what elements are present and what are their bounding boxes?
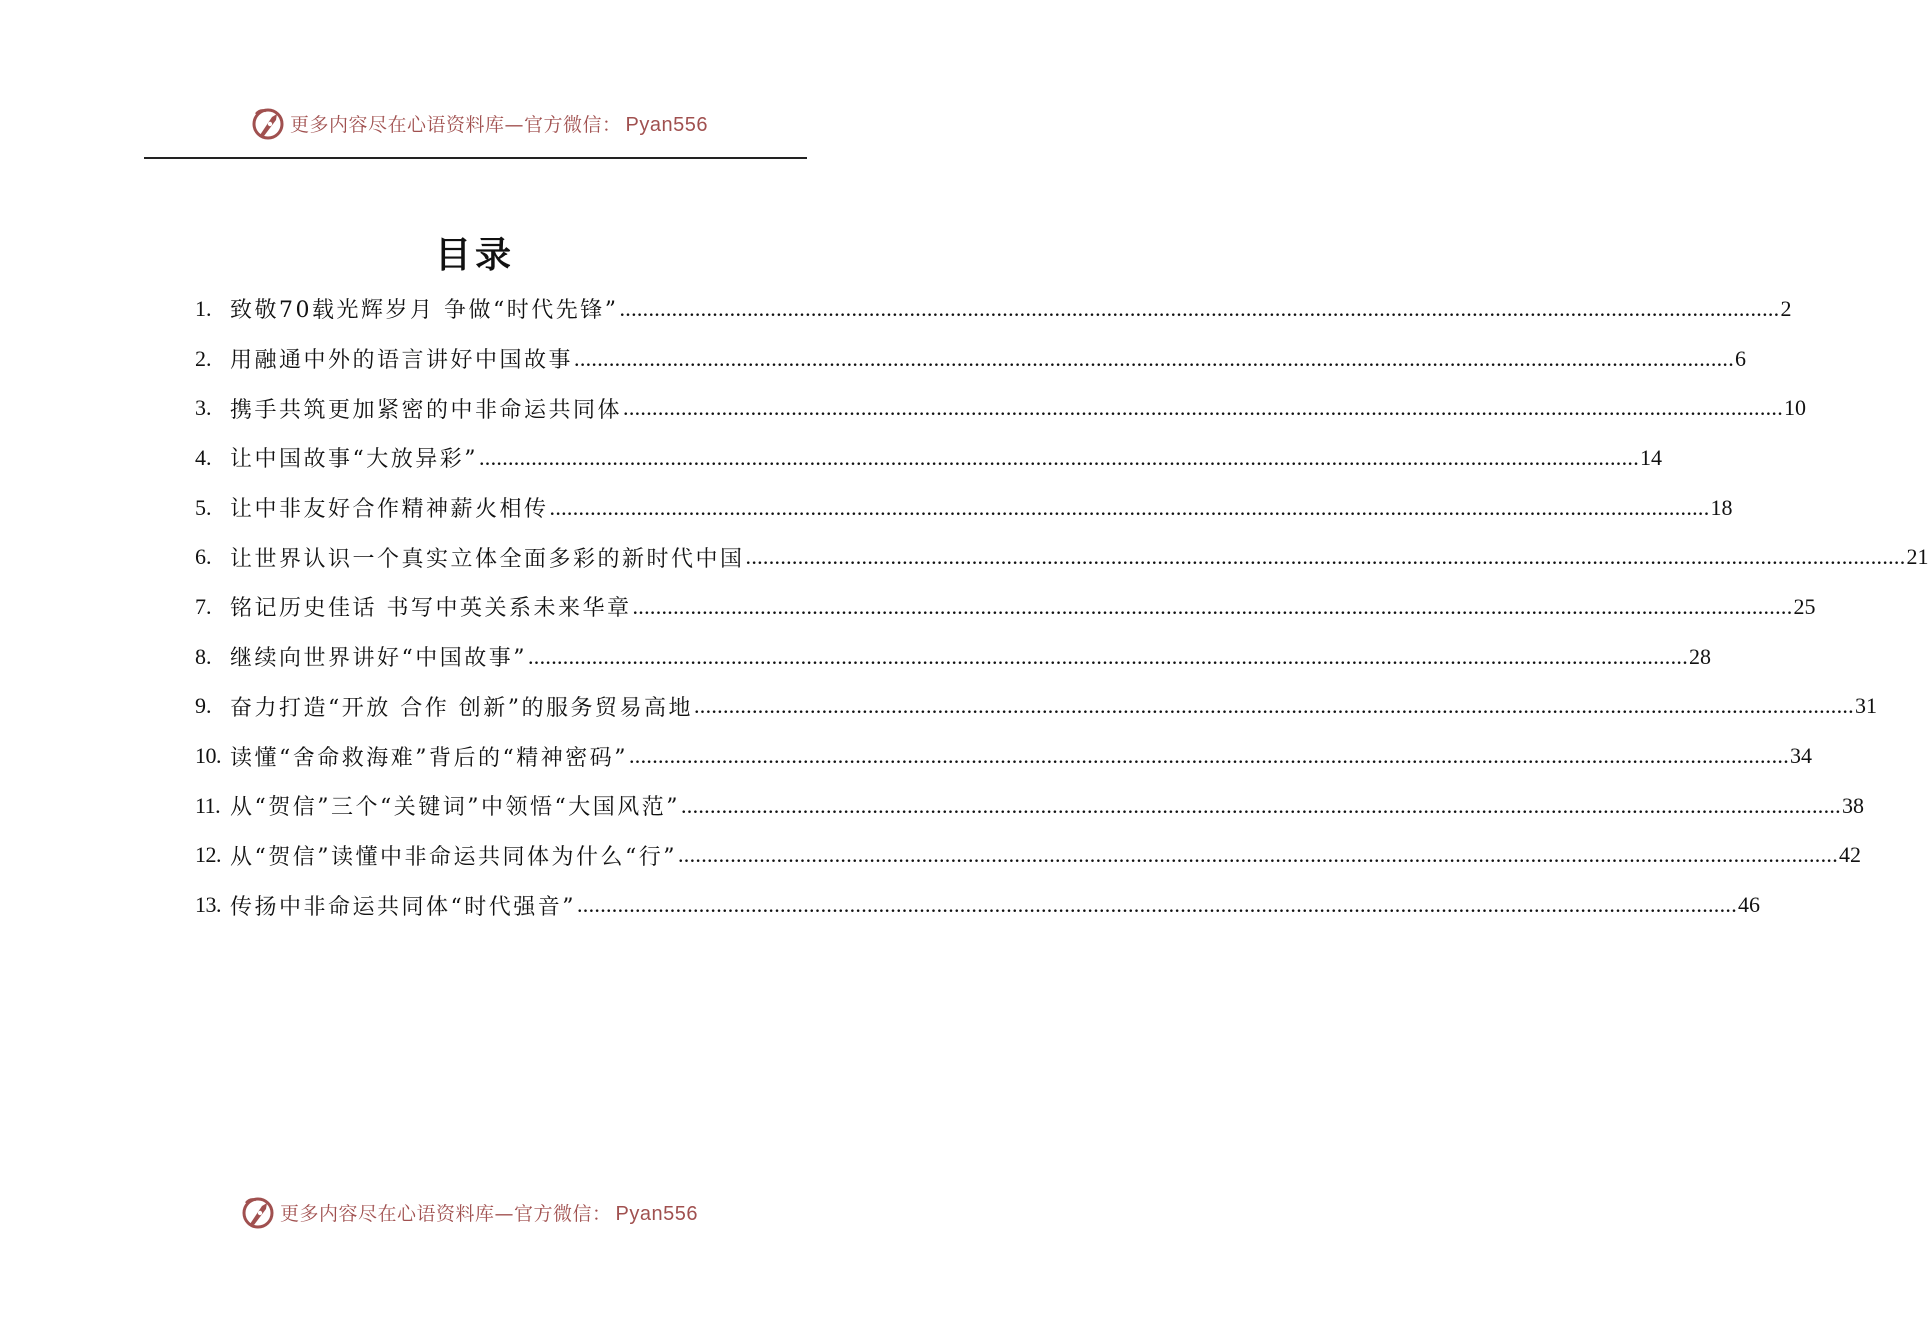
toc-entry-number: 8. [195,643,212,669]
toc-dot-leader: ........................................................................................................................................................................................................ [549,494,1710,520]
toc-dot-leader: ........................................................................................................................................................................................................ [678,842,1838,868]
toc-dot-leader: ........................................................................................................................................................................................................ [632,593,1793,619]
toc-entry-page: 31 [1854,693,1877,719]
toc-entry-number: 6. [195,544,212,570]
toc-entry-page: 21 [1906,544,1929,570]
header-brand-text: 更多内容尽在心语资料库—官方微信： Pyan556 [290,113,708,136]
pen-nib-circle-icon [250,105,286,141]
toc-entry[interactable] [195,383,1807,433]
toc-entry[interactable] [195,284,1792,334]
toc-entry-page: 6 [1735,345,1747,371]
toc-entry-page: 10 [1784,395,1807,421]
toc-dot-leader: ........................................................................................................................................................................................................ [629,743,1789,769]
header-watermark [250,103,708,143]
toc-entry-page: 25 [1793,593,1816,619]
toc-entry-title: 让中国故事“大放异彩” [230,447,478,473]
toc-entry[interactable] [195,334,1747,384]
toc-entry-title: 让世界认识一个真实立体全面多彩的新时代中国 [230,546,745,572]
page-title: 目录 [434,234,515,276]
toc-dot-leader: ........................................................................................................................................................................................................ [745,544,1906,570]
toc-dot-leader: ........................................................................................................................................................................................................ [528,643,1688,669]
toc-entry-title: 读懂“舍命救海难”背后的“精神密码” [230,745,628,771]
toc-entry[interactable] [195,731,1812,781]
toc-entry-number: 4. [195,444,212,470]
toc-entry[interactable] [195,880,1760,930]
toc-dot-leader: ........................................................................................................................................................................................................ [479,444,1639,470]
toc-entry[interactable] [195,781,1864,831]
header-divider [144,157,807,159]
toc-entry[interactable] [195,632,1711,682]
toc-entry-title: 让中非友好合作精神薪火相传 [230,497,549,523]
toc-dot-leader: ........................................................................................................................................................................................................ [574,345,1735,371]
toc-entry-number: 11. [195,792,221,818]
toc-entry-number: 9. [195,693,212,719]
footer-watermark [240,1192,698,1232]
toc-entry[interactable] [195,582,1816,632]
toc-entry-title: 奋力打造“开放 合作 创新”的服务贸易高地 [230,695,693,721]
toc-dot-leader: ........................................................................................................................................................................................................ [619,295,1780,321]
toc-entry-number: 5. [195,494,212,520]
toc-entry-page: 34 [1790,743,1812,769]
toc-entry[interactable] [195,682,1877,732]
footer-wechat-id: Pyan556 [615,1202,698,1225]
toc-dot-leader: ........................................................................................................................................................................................................ [680,792,1841,818]
toc-entry[interactable] [195,532,1929,582]
toc-entry-number: 1. [195,295,212,321]
toc-entry-title: 用融通中外的语言讲好中国故事 [230,348,574,374]
table-of-contents [195,284,1929,930]
toc-entry-title: 铭记历史佳话 书写中英关系未来华章 [230,596,632,622]
toc-entry[interactable] [195,831,1861,881]
toc-entry-page: 42 [1839,842,1861,868]
toc-entry-number: 2. [195,345,212,371]
toc-entry-page: 38 [1841,792,1864,818]
toc-entry[interactable] [195,433,1662,483]
toc-entry-number: 13. [195,892,221,918]
toc-entry-page: 14 [1640,444,1662,470]
toc-entry-number: 10. [195,743,221,769]
toc-dot-leader: ........................................................................................................................................................................................................ [693,693,1854,719]
toc-entry-title: 从“贺信”三个“关键词”中领悟“大国风范” [230,795,680,821]
toc-entry-page: 2 [1780,295,1792,321]
toc-entry-title: 继续向世界讲好“中国故事” [230,646,527,672]
toc-entry-page: 18 [1710,494,1733,520]
toc-entry-number: 12. [195,842,221,868]
header-wechat-id: Pyan556 [625,113,708,136]
toc-entry-page: 46 [1738,892,1760,918]
toc-entry[interactable] [195,483,1733,533]
toc-entry-title: 携手共筑更加紧密的中非命运共同体 [230,397,623,423]
toc-entry-number: 7. [195,593,212,619]
toc-entry-title: 传扬中非命运共同体“时代强音” [230,894,576,920]
toc-entry-title: 致敬70载光辉岁月 争做“时代先锋” [230,298,619,324]
toc-entry-title: 从“贺信”读懂中非命运共同体为什么“行” [230,844,677,870]
footer-brand-text: 更多内容尽在心语资料库—官方微信： Pyan556 [280,1202,698,1225]
toc-entry-page: 28 [1689,643,1711,669]
toc-dot-leader: ........................................................................................................................................................................................................ [623,395,1784,421]
pen-nib-circle-icon [240,1194,276,1230]
toc-dot-leader: ........................................................................................................................................................................................................ [577,892,1737,918]
toc-entry-number: 3. [195,395,212,421]
